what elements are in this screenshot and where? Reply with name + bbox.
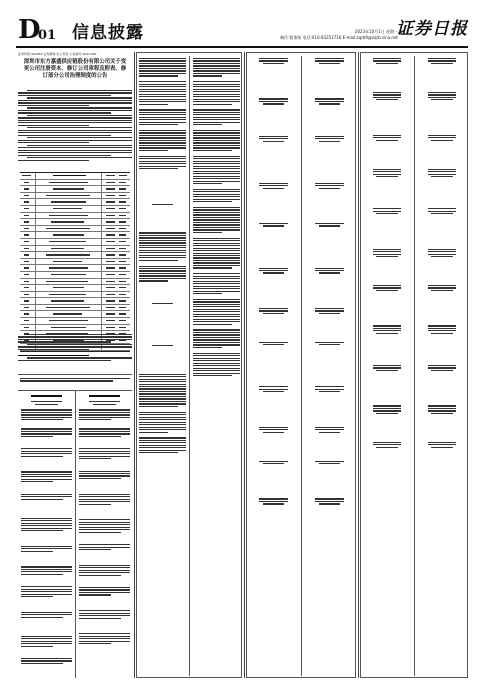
table-row — [20, 193, 130, 200]
table-row — [20, 298, 130, 305]
table-row — [20, 232, 130, 239]
table-row — [20, 180, 130, 187]
revised-clauses — [75, 391, 132, 678]
comparison-table-header — [18, 374, 132, 389]
section-letter: D — [18, 15, 41, 45]
column-divider — [134, 52, 135, 678]
table-row — [20, 318, 130, 325]
original-clauses — [18, 391, 75, 678]
table-row — [20, 219, 130, 226]
revised-clauses — [189, 56, 242, 676]
table-row — [20, 206, 130, 213]
section-title: 信息披露 — [72, 23, 144, 43]
masthead — [16, 15, 468, 48]
column-2 — [136, 52, 242, 678]
newspaper-logo: 证券日报 — [396, 19, 468, 39]
table-row — [20, 259, 130, 266]
section-number: 01 — [38, 28, 57, 43]
table-row — [20, 173, 130, 180]
articles-comparison-continued — [246, 56, 356, 676]
column-divider — [244, 52, 245, 678]
announcement-body — [18, 90, 132, 162]
table-row — [20, 272, 130, 279]
table-row — [20, 292, 130, 299]
articles-comparison-table — [18, 390, 132, 678]
table-row — [20, 186, 130, 193]
table-row — [20, 246, 130, 253]
original-clauses — [136, 56, 189, 676]
table-row — [20, 199, 130, 206]
body-text — [18, 334, 132, 362]
column-3 — [246, 52, 356, 678]
table-row — [20, 265, 130, 272]
editor-contact: 制作:曹秉琛 电话:010-83251716 E-mail:zqrb9@zqrb.sina.net — [279, 35, 398, 40]
articles-comparison-continued — [360, 56, 468, 676]
articles-comparison-continued — [136, 56, 242, 676]
table-row — [20, 325, 130, 332]
table-row — [20, 285, 130, 292]
revised-clauses — [414, 56, 468, 676]
revised-clauses — [301, 56, 356, 676]
table-row — [20, 279, 130, 286]
announcement-code-line: 证券代码:300353 证券简称:东土科技 公告编号:2023-061 — [18, 52, 97, 56]
table-row — [20, 213, 130, 220]
column-1 — [18, 52, 132, 678]
column-4 — [360, 52, 468, 678]
column-divider — [358, 52, 359, 678]
announcement-title: 深圳市东方嘉盛供应链股份有限公司关于变更公司注册资本、修订公司章程及附表、修订部分公司治理制度的公告 — [23, 59, 127, 79]
table-row — [20, 311, 130, 318]
original-clauses — [246, 56, 301, 676]
original-clauses — [360, 56, 414, 676]
table-row — [20, 305, 130, 312]
table-row — [20, 239, 130, 246]
table-row — [20, 226, 130, 233]
shareholder-table — [20, 172, 130, 352]
table-row — [20, 252, 130, 259]
issue-date: 2023年10月1日 星期一 — [354, 29, 398, 34]
